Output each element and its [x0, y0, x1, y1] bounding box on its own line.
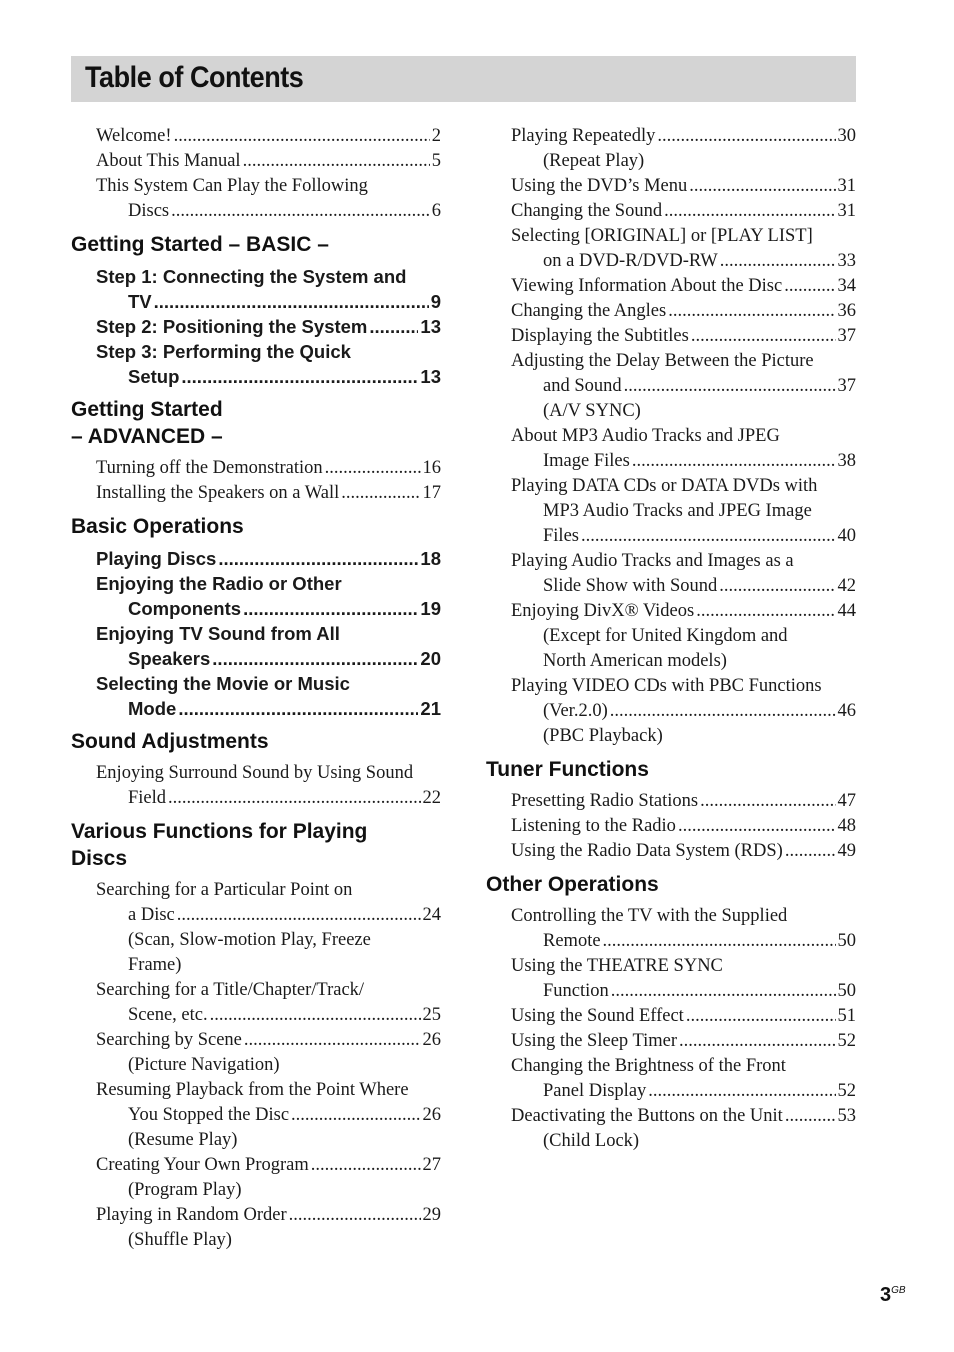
toc-entry-text: Creating Your Own Program — [96, 1155, 309, 1175]
toc-entry-line — [511, 954, 856, 979]
toc-entry-text: TV — [128, 291, 152, 312]
dot-leader — [177, 903, 421, 928]
toc-entry-text: Welcome! — [96, 126, 172, 146]
section-heading — [71, 396, 441, 450]
toc-entry-text: Setup — [128, 366, 180, 387]
section-heading-line: Getting Started – BASIC – — [71, 233, 329, 256]
toc-section — [71, 231, 441, 389]
dot-leader — [168, 786, 420, 811]
dot-leader — [610, 699, 836, 724]
toc-entry-line — [511, 474, 856, 499]
toc-entry-line — [96, 364, 441, 389]
toc-entry-line — [96, 174, 441, 199]
dot-leader — [341, 481, 420, 506]
toc-entry-text: Enjoying TV Sound from All — [96, 623, 340, 644]
dot-leader — [686, 1004, 836, 1029]
toc-entry-text: Playing VIDEO CDs with PBC Functions — [511, 676, 822, 696]
toc-entry-text: Function — [543, 981, 609, 1001]
toc-page-number: 52 — [837, 1031, 856, 1051]
dot-leader — [289, 1203, 421, 1228]
toc-entry-text: Changing the Sound — [511, 201, 663, 221]
toc-entry-line — [511, 1079, 856, 1104]
toc-entry-line — [511, 499, 856, 524]
toc-page-number: 47 — [837, 791, 856, 811]
toc-entry[interactable] — [486, 674, 856, 749]
toc-entry-line — [511, 814, 856, 839]
toc-entry-text: Enjoying the Radio or Other — [96, 573, 342, 594]
toc-entry-line — [511, 1029, 856, 1054]
toc-entry[interactable] — [486, 1104, 856, 1154]
toc-entry-text: Step 1: Connecting the System and — [96, 266, 407, 287]
toc-entry-text: Step 2: Positioning the System — [96, 316, 368, 337]
toc-entry-text: Using the THEATRE SYNC — [511, 956, 723, 976]
section-heading-line: Various Functions for Playing — [71, 820, 368, 843]
dot-leader — [784, 274, 835, 299]
dot-leader — [689, 174, 835, 199]
toc-entry-text: You Stopped the Disc — [128, 1105, 290, 1125]
toc-entry-text: MP3 Audio Tracks and JPEG Image — [543, 501, 812, 521]
toc-page-number: 19 — [420, 598, 441, 619]
toc-entry[interactable] — [71, 761, 441, 811]
toc-page-number: 40 — [837, 526, 856, 546]
toc-page-number: 26 — [422, 1030, 441, 1050]
section-heading-line: Discs — [71, 847, 128, 870]
toc-entry-text: Panel Display — [543, 1081, 647, 1101]
toc-entry-line — [96, 339, 441, 364]
toc-entry[interactable] — [486, 324, 856, 349]
toc-entry[interactable] — [71, 1028, 441, 1078]
toc-entry-line — [96, 124, 441, 149]
toc-page-number: 9 — [430, 291, 441, 312]
toc-entry-line — [511, 979, 856, 1004]
toc-entry-text: Playing DATA CDs or DATA DVDs with — [511, 476, 818, 496]
toc-entry-line — [96, 1203, 441, 1228]
toc-page-number: 42 — [837, 576, 856, 596]
dot-leader — [785, 839, 836, 864]
toc-column-left — [71, 124, 441, 1253]
toc-entry-text: on a DVD-R/DVD-RW — [543, 251, 718, 271]
toc-entry[interactable] — [486, 904, 856, 954]
dot-leader — [581, 524, 836, 549]
toc-page-number: 51 — [837, 1006, 856, 1026]
toc-page-number: 37 — [837, 326, 856, 346]
toc-entry-text: Enjoying Surround Sound by Using Sound — [96, 763, 414, 783]
toc-entry-line — [511, 929, 856, 954]
toc-entry-line — [96, 546, 441, 571]
toc-entry-text: Playing in Random Order — [96, 1205, 287, 1225]
toc-entry[interactable] — [71, 546, 441, 571]
toc-entry-subtitle: (Picture Navigation) — [128, 1055, 280, 1075]
toc-entry-text: Scene, etc. — [128, 1005, 208, 1025]
toc-page-number: 2 — [431, 126, 441, 146]
toc-entry-line — [96, 199, 441, 224]
toc-entry-line — [511, 199, 856, 224]
toc-entry-line — [96, 621, 441, 646]
toc-entry[interactable] — [486, 1054, 856, 1104]
toc-entry-line — [96, 1003, 441, 1028]
toc-entry-line — [511, 839, 856, 864]
toc-entry-text: Enjoying DivX® Videos — [511, 601, 695, 621]
toc-page-number: 30 — [837, 126, 856, 146]
section-heading-line: Tuner Functions — [486, 758, 649, 781]
toc-entry-subtitle: (A/V SYNC) — [543, 401, 641, 421]
toc-entry-subtitle: North American models) — [543, 651, 727, 671]
toc-entry-line — [511, 904, 856, 929]
dot-leader — [691, 324, 836, 349]
toc-entry[interactable] — [486, 1004, 856, 1029]
dot-leader — [244, 1028, 421, 1053]
toc-entry-text: Adjusting the Delay Between the Picture — [511, 351, 814, 371]
section-heading — [71, 513, 441, 540]
toc-entry-subtitle: (Repeat Play) — [543, 151, 645, 171]
toc-entry-text: Playing Audio Tracks and Images as a — [511, 551, 794, 571]
toc-entry-line — [511, 1104, 856, 1129]
toc-entry[interactable] — [486, 274, 856, 299]
toc-entry-line — [96, 786, 441, 811]
toc-entry-text: Using the Radio Data System (RDS) — [511, 841, 783, 861]
toc-entry-line — [511, 174, 856, 199]
toc-entry-text: Discs — [128, 201, 170, 221]
dot-leader — [679, 1029, 836, 1054]
toc-section — [486, 124, 856, 749]
toc-page-number: 33 — [837, 251, 856, 271]
toc-entry[interactable] — [71, 621, 441, 671]
toc-section — [71, 396, 441, 506]
toc-entry-text: Changing the Angles — [511, 301, 667, 321]
toc-entry[interactable] — [486, 199, 856, 224]
toc-entry[interactable] — [486, 549, 856, 599]
dot-leader — [325, 456, 421, 481]
toc-entry-text: Step 3: Performing the Quick — [96, 341, 351, 362]
section-heading — [486, 871, 856, 898]
toc-entry[interactable] — [486, 814, 856, 839]
toc-entry-subtitle: (Shuffle Play) — [128, 1230, 232, 1250]
toc-page-number: 38 — [837, 451, 856, 471]
toc-page-number: 29 — [422, 1205, 441, 1225]
toc-column-right — [486, 124, 856, 1154]
dot-leader — [678, 814, 836, 839]
dot-leader — [243, 149, 430, 174]
toc-entry-line — [96, 149, 441, 174]
toc-entry-line — [96, 978, 441, 1003]
toc-entry-line — [511, 789, 856, 814]
toc-entry[interactable] — [71, 978, 441, 1028]
dot-leader — [664, 199, 835, 224]
toc-entry[interactable] — [71, 149, 441, 174]
dot-leader — [624, 374, 836, 399]
toc-entry-line — [96, 671, 441, 696]
dot-leader — [218, 546, 418, 571]
toc-entry-text: Mode — [128, 698, 177, 719]
section-heading — [71, 818, 441, 872]
toc-entry[interactable] — [71, 264, 441, 314]
toc-entry-line — [511, 524, 856, 549]
toc-entry[interactable] — [486, 599, 856, 674]
dot-leader — [154, 289, 429, 314]
toc-entry-line — [96, 761, 441, 786]
toc-entry-line — [96, 646, 441, 671]
dot-leader — [696, 599, 835, 624]
toc-entry-text: This System Can Play the Following — [96, 176, 368, 196]
toc-entry-text: Turning off the Demonstration — [96, 458, 323, 478]
toc-entry-line — [511, 1004, 856, 1029]
toc-entry-line — [511, 274, 856, 299]
dot-leader — [720, 249, 836, 274]
dot-leader — [210, 1003, 421, 1028]
toc-entry[interactable] — [486, 174, 856, 199]
toc-entry-line — [96, 1103, 441, 1128]
dot-leader — [243, 596, 418, 621]
dot-leader — [181, 364, 418, 389]
toc-entry-line — [511, 124, 856, 149]
toc-page-number: 46 — [837, 701, 856, 721]
toc-entry-text: and Sound — [543, 376, 622, 396]
toc-entry[interactable] — [486, 349, 856, 424]
toc-entry-line — [96, 481, 441, 506]
toc-entry[interactable] — [486, 789, 856, 814]
toc-entry-text: a Disc — [128, 905, 175, 925]
toc-page-number: 20 — [420, 648, 441, 669]
toc-entry[interactable] — [71, 878, 441, 978]
toc-page-number: 49 — [837, 841, 856, 861]
toc-entry[interactable] — [486, 954, 856, 1004]
toc-entry-line — [511, 374, 856, 399]
toc-entry-text: Selecting the Movie or Music — [96, 673, 350, 694]
toc-entry-text: Speakers — [128, 648, 211, 669]
toc-page-number: 50 — [837, 931, 856, 951]
toc-page-number: 48 — [837, 816, 856, 836]
toc-entry-line — [96, 1028, 441, 1053]
toc-entry-line — [511, 349, 856, 374]
section-heading-line: Getting Started — [71, 398, 223, 421]
dot-leader — [171, 199, 430, 224]
toc-entry-text: Components — [128, 598, 242, 619]
toc-entry-line — [96, 456, 441, 481]
toc-entry-line — [511, 224, 856, 249]
toc-entry-text: Using the Sound Effect — [511, 1006, 684, 1026]
toc-entry-text: Slide Show with Sound — [543, 576, 718, 596]
toc-entry-text: Searching by Scene — [96, 1030, 242, 1050]
toc-entry-text: Files — [543, 526, 579, 546]
toc-page-number: 31 — [837, 201, 856, 221]
toc-entry-text: Deactivating the Buttons on the Unit — [511, 1106, 783, 1126]
toc-entry-text: Playing Discs — [96, 548, 217, 569]
toc-page-number: 22 — [422, 788, 441, 808]
toc-entry[interactable] — [486, 299, 856, 324]
toc-entry[interactable] — [71, 339, 441, 389]
toc-entry[interactable] — [486, 1029, 856, 1054]
section-heading-line: Sound Adjustments — [71, 730, 269, 753]
dot-leader — [632, 449, 836, 474]
toc-entry-line — [96, 596, 441, 621]
dot-leader — [648, 1079, 835, 1104]
section-heading-line: – ADVANCED – — [71, 425, 223, 448]
toc-entry-text: Viewing Information About the Disc — [511, 276, 783, 296]
toc-entry-subtitle: (Program Play) — [128, 1180, 242, 1200]
toc-section — [486, 871, 856, 1154]
toc-page-number: 6 — [431, 201, 441, 221]
toc-entry[interactable] — [486, 839, 856, 864]
toc-entry-text: Playing Repeatedly — [511, 126, 656, 146]
toc-entry-subtitle: (Scan, Slow-motion Play, Freeze — [128, 930, 371, 950]
dot-leader — [668, 299, 835, 324]
toc-entry-line — [511, 699, 856, 724]
toc-page-number: 27 — [422, 1155, 441, 1175]
section-heading — [71, 728, 441, 755]
toc-entry-text: About This Manual — [96, 151, 241, 171]
toc-entry[interactable] — [71, 174, 441, 224]
dot-leader — [657, 124, 835, 149]
dot-leader — [291, 1103, 420, 1128]
toc-section — [71, 124, 441, 224]
toc-entry[interactable] — [71, 124, 441, 149]
toc-entry-text: Remote — [543, 931, 601, 951]
toc-entry-text: Listening to the Radio — [511, 816, 676, 836]
toc-entry-line — [511, 1054, 856, 1079]
dot-leader — [369, 314, 418, 339]
toc-entry-subtitle: (Child Lock) — [543, 1131, 640, 1151]
toc-page-number: 13 — [420, 316, 441, 337]
toc-entry-text: Image Files — [543, 451, 630, 471]
page-number-value: 3 — [880, 1284, 892, 1306]
toc-entry-line — [511, 249, 856, 274]
toc-entry-line — [96, 314, 441, 339]
title-bar — [71, 56, 856, 102]
toc-entry-text: Using the DVD’s Menu — [511, 176, 688, 196]
toc-entry-text: Controlling the TV with the Supplied — [511, 906, 788, 926]
toc-entry[interactable] — [71, 1203, 441, 1253]
toc-entry-line — [96, 696, 441, 721]
dot-leader — [174, 124, 430, 149]
section-heading-line: Other Operations — [486, 873, 659, 896]
toc-page-number: 44 — [837, 601, 856, 621]
toc-entry[interactable] — [71, 314, 441, 339]
toc-entry-line — [96, 571, 441, 596]
toc-page-number: 21 — [420, 698, 441, 719]
dot-leader — [212, 646, 418, 671]
toc-page-number: 50 — [837, 981, 856, 1001]
toc-entry-subtitle: (Except for United Kingdom and — [543, 626, 788, 646]
toc-section — [486, 756, 856, 864]
section-heading — [486, 756, 856, 783]
dot-leader — [785, 1104, 836, 1129]
toc-page-number: 37 — [837, 376, 856, 396]
toc-entry-text: Installing the Speakers on a Wall — [96, 483, 340, 503]
toc-entry[interactable] — [71, 481, 441, 506]
toc-page-number: 24 — [422, 905, 441, 925]
toc-entry[interactable] — [486, 474, 856, 549]
toc-entry-text: Searching for a Title/Chapter/Track/ — [96, 980, 365, 1000]
toc-entry-text: Presetting Radio Stations — [511, 791, 699, 811]
dot-leader — [700, 789, 835, 814]
toc-entry-line — [96, 264, 441, 289]
toc-page-number: 31 — [837, 176, 856, 196]
toc-entry-text: Field — [128, 788, 167, 808]
toc-entry[interactable] — [486, 124, 856, 174]
toc-entry-text: (Ver.2.0) — [543, 701, 608, 721]
toc-page-number: 17 — [422, 483, 441, 503]
dot-leader — [603, 929, 836, 954]
toc-entry-subtitle: Frame) — [128, 955, 182, 975]
toc-page-number: 13 — [420, 366, 441, 387]
dot-leader — [611, 979, 836, 1004]
dot-leader — [311, 1153, 421, 1178]
toc-entry-line — [96, 903, 441, 928]
toc-entry-line — [511, 574, 856, 599]
toc-entry-text: Selecting [ORIGINAL] or [PLAY LIST] — [511, 226, 813, 246]
section-heading — [71, 231, 441, 258]
toc-entry-subtitle: (Resume Play) — [128, 1130, 238, 1150]
toc-entry-text: Displaying the Subtitles — [511, 326, 689, 346]
toc-page-number: 5 — [431, 151, 441, 171]
toc-entry-text: Using the Sleep Timer — [511, 1031, 677, 1051]
toc-page-number: 36 — [837, 301, 856, 321]
toc-entry[interactable] — [71, 571, 441, 621]
toc-entry-line — [511, 424, 856, 449]
toc-page-number: 25 — [422, 1005, 441, 1025]
toc-entry-text: Resuming Playback from the Point Where — [96, 1080, 409, 1100]
toc-section — [71, 513, 441, 721]
toc-entry-text: Changing the Brightness of the Front — [511, 1056, 786, 1076]
toc-entry-text: About MP3 Audio Tracks and JPEG — [511, 426, 780, 446]
toc-page-number: 53 — [837, 1106, 856, 1126]
toc-entry-line — [511, 449, 856, 474]
toc-entry[interactable] — [71, 1078, 441, 1153]
toc-page-number: 18 — [420, 548, 441, 569]
dot-leader — [719, 574, 835, 599]
page-number-suffix: GB — [891, 1285, 906, 1296]
toc-entry-line — [511, 674, 856, 699]
toc-entry-line — [511, 549, 856, 574]
toc-page-number: 26 — [422, 1105, 441, 1125]
toc-entry-line — [511, 299, 856, 324]
toc-page-number: 34 — [837, 276, 856, 296]
toc-entry-line — [96, 289, 441, 314]
toc-entry[interactable] — [71, 1153, 441, 1203]
toc-entry[interactable] — [486, 224, 856, 274]
toc-section — [71, 818, 441, 1253]
toc-entry-subtitle: (PBC Playback) — [543, 726, 663, 746]
toc-entry-line — [511, 599, 856, 624]
toc-entry[interactable] — [71, 456, 441, 481]
toc-entry-text: Searching for a Particular Point on — [96, 880, 353, 900]
toc-entry-line — [96, 878, 441, 903]
toc-page-number: 16 — [422, 458, 441, 478]
toc-page-number: 52 — [837, 1081, 856, 1101]
page-number — [880, 1284, 906, 1307]
toc-section — [71, 728, 441, 811]
dot-leader — [178, 696, 418, 721]
section-heading-line: Basic Operations — [71, 515, 244, 538]
toc-entry-line — [96, 1153, 441, 1178]
page-title: Table of Contents — [85, 61, 304, 94]
toc-entry[interactable] — [486, 424, 856, 474]
toc-entry-line — [96, 1078, 441, 1103]
toc-entry-line — [511, 324, 856, 349]
toc-entry[interactable] — [71, 671, 441, 721]
